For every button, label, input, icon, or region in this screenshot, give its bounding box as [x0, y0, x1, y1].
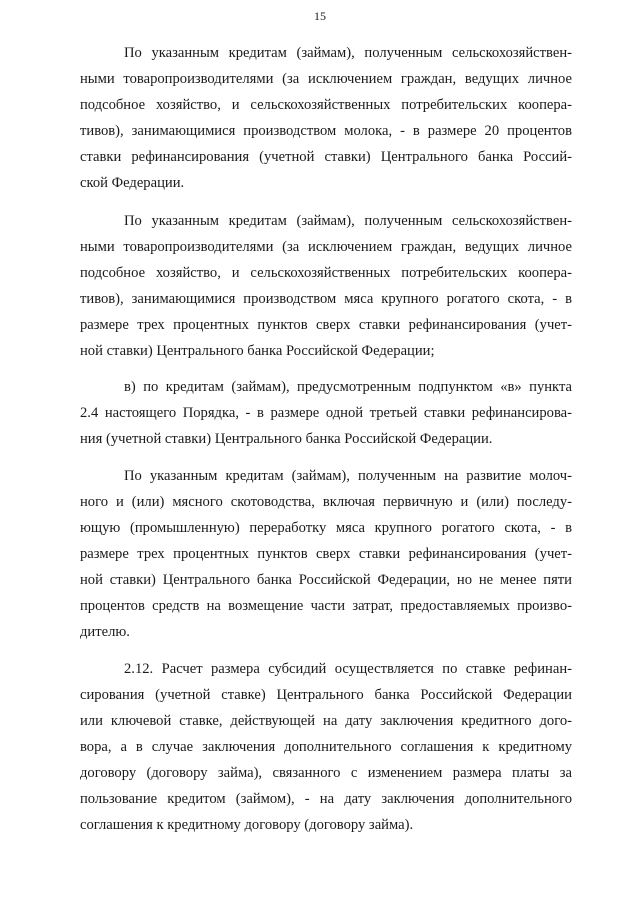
text-line: размере трех процентных пунктов сверх ставки рефинансирования (учет- [80, 546, 572, 562]
text-line: По указанным кредитам (займам), полученным сельскохозяйствен- [124, 45, 572, 61]
text-line: ния (учетной ставки) Центрального банка Российской Федерации. [80, 431, 493, 447]
text-line: соглашения к кредитному договору (договору займа). [80, 817, 414, 833]
text-line: подсобное хозяйство, и сельскохозяйственных потребительских коопера- [80, 97, 572, 113]
text-line: или ключевой ставке, действующей на дату заключения кредитного дого- [80, 713, 572, 729]
paragraph-subpoint-v [80, 374, 572, 452]
text-line: 2.4 настоящего Порядка, - в размере одной третьей ставки рефинансирова- [80, 405, 572, 421]
text-line: подсобное хозяйство, и сельскохозяйственных потребительских коопера- [80, 265, 572, 281]
text-line: тивов), занимающимися производством мяса крупного рогатого скота, - в [80, 291, 572, 307]
text-line: ными товаропроизводителями (за исключением граждан, ведущих личное [80, 71, 572, 87]
text-line: ной ставки) Центрального банка Российской Федерации, но не менее пяти [80, 572, 572, 588]
paragraph-section-2-12 [80, 656, 572, 838]
text-line: ного и (или) мясного скотоводства, включая первичную и (или) последу- [80, 494, 572, 510]
text-line: размере трех процентных пунктов сверх ставки рефинансирования (учет- [80, 317, 572, 333]
document-body [80, 40, 572, 838]
text-line: ными товаропроизводителями (за исключением граждан, ведущих личное [80, 239, 572, 255]
text-line: дителю. [80, 624, 130, 640]
text-line: ющую (промышленную) переработку мяса крупного рогатого скота, - в [80, 520, 572, 536]
text-line: в) по кредитам (займам), предусмотренным подпунктом «в» пункта [124, 379, 572, 395]
page-number: 15 [314, 9, 326, 23]
text-line: тивов), занимающимися производством молока, - в размере 20 процентов [80, 123, 572, 139]
text-line: По указанным кредитам (займам), полученным сельскохозяйствен- [124, 213, 572, 229]
paragraph-milk-producers [80, 40, 572, 196]
paragraph-livestock-development [80, 463, 572, 645]
text-line: процентов средств на возмещение части затрат, предоставляемых произво- [80, 598, 572, 614]
paragraph-cattle-meat-producers [80, 208, 572, 364]
text-line: ставки рефинансирования (учетной ставки) Центрального банка Россий- [80, 149, 572, 165]
text-line: 2.12. Расчет размера субсидий осуществляется по ставке рефинан- [124, 661, 572, 677]
text-line: По указанным кредитам (займам), полученным на развитие молоч- [124, 468, 572, 484]
text-line: ской Федерации. [80, 175, 185, 191]
text-line: сирования (учетной ставке) Центрального банка Российской Федерации [80, 687, 572, 703]
text-line: вора, а в случае заключения дополнительного соглашения к кредитному [80, 739, 572, 755]
text-line: договору (договору займа), связанного с изменением размера платы за [80, 765, 572, 781]
text-line: ной ставки) Центрального банка Российской Федерации; [80, 343, 435, 359]
text-line: пользование кредитом (займом), - на дату заключения дополнительного [80, 791, 572, 807]
